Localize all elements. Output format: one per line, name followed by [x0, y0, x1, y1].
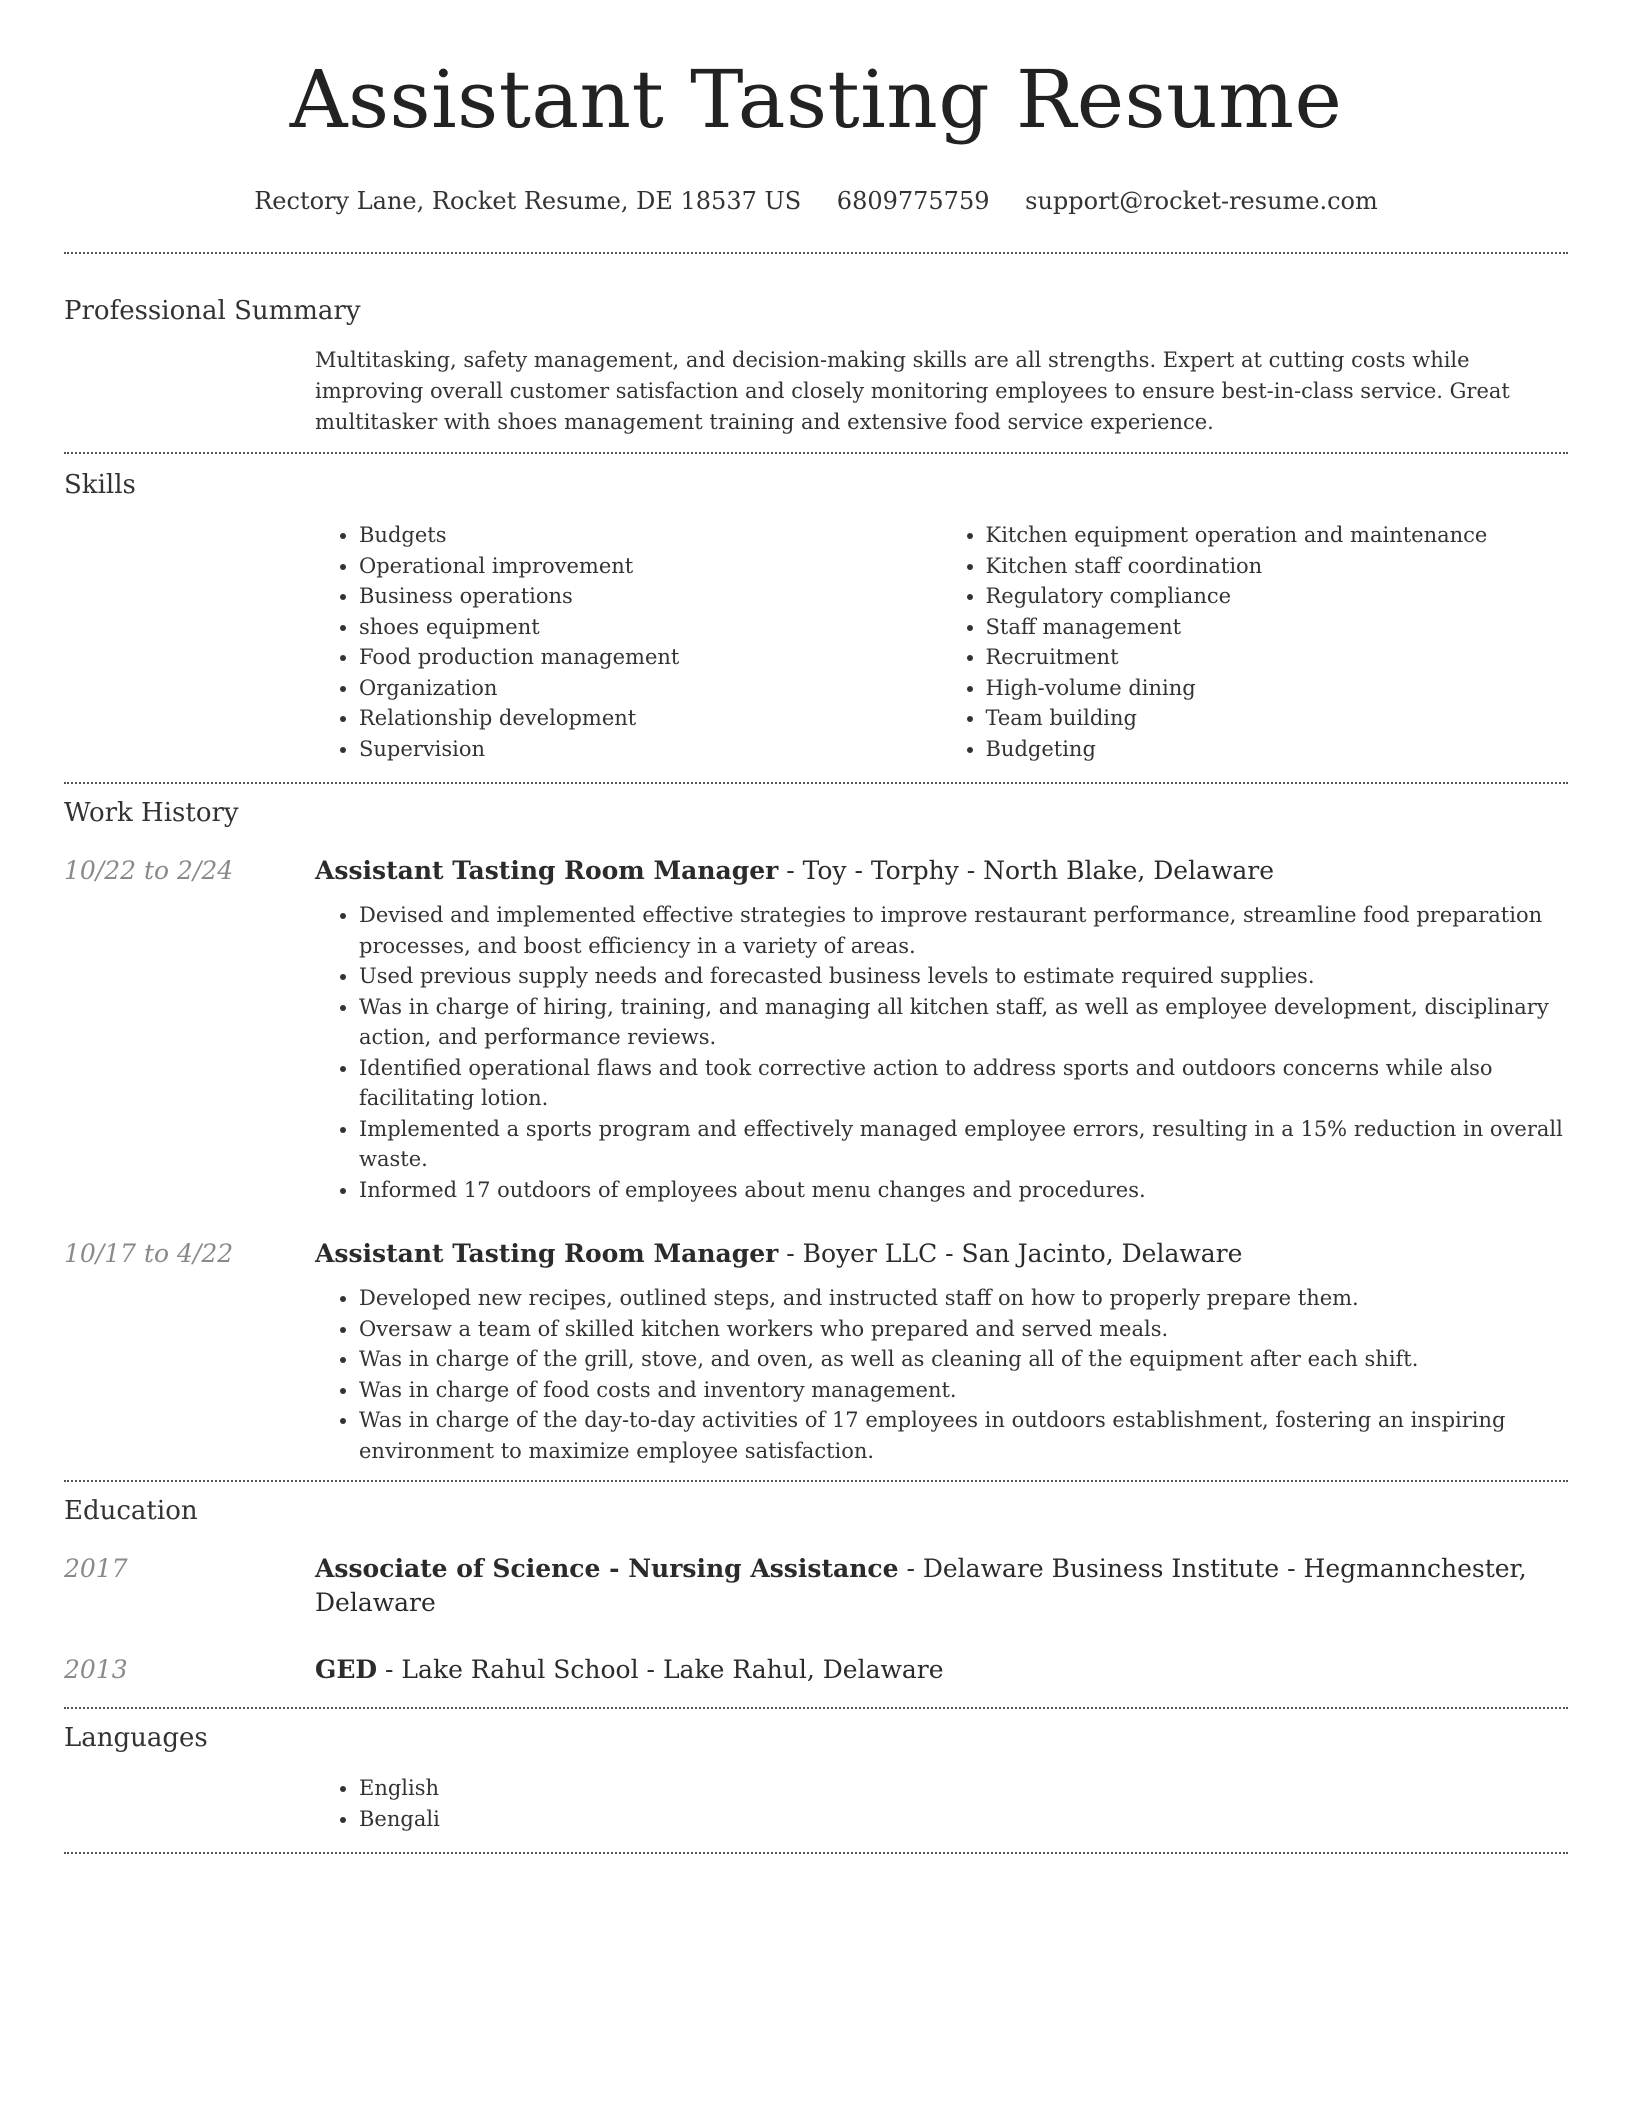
job-dates: 10/22 to 2/24: [64, 856, 234, 885]
job-header: [64, 854, 1568, 888]
language-item: • English: [359, 1773, 1568, 1804]
job-bullet: • Was in charge of food costs and inventory management.: [359, 1375, 1568, 1406]
skill-item: • Budgets: [359, 520, 942, 551]
job-bullet: • Identified operational flaws and took corrective action to address sports and outdoors concerns while also facilitating lotion.: [359, 1053, 1568, 1114]
job-title: [315, 1237, 1568, 1271]
work-heading: Work History: [64, 798, 239, 828]
skill-item: • Business operations: [359, 581, 942, 612]
job-role: Assistant Tasting Room Manager: [315, 1239, 779, 1268]
resume-page: [64, 0, 1568, 1854]
job-bullets: [315, 900, 1568, 1205]
summary-section: [64, 254, 1568, 438]
skill-item: • Organization: [359, 673, 942, 704]
job-header: [64, 1237, 1568, 1271]
work-section: [64, 784, 1568, 1466]
skill-item: • Team building: [986, 703, 1569, 734]
job-title: [315, 854, 1568, 888]
languages-heading: Languages: [64, 1723, 208, 1753]
skill-item: • High-volume dining: [986, 673, 1569, 704]
languages-section: [64, 1709, 1568, 1834]
resume-header: [64, 0, 1568, 216]
education-year: 2017: [64, 1554, 128, 1583]
education-title: [315, 1552, 1568, 1620]
education-degree: GED: [315, 1655, 378, 1684]
summary-heading: Professional Summary: [64, 296, 361, 326]
education-year: 2013: [64, 1655, 128, 1684]
job-dates: 10/17 to 4/22: [64, 1239, 234, 1268]
job-bullet: • Oversaw a team of skilled kitchen workers who prepared and served meals.: [359, 1314, 1568, 1345]
skills-heading: Skills: [64, 470, 136, 500]
skill-item: • Relationship development: [359, 703, 942, 734]
contact-email: support@rocket-resume.com: [1025, 187, 1378, 215]
job-bullet: • Was in charge of the grill, stove, and oven, as well as cleaning all of the equipment after each shift.: [359, 1344, 1568, 1375]
skill-item: • Budgeting: [986, 734, 1569, 765]
education-entry: [64, 1653, 1568, 1687]
contact-address: Rectory Lane, Rocket Resume, DE 18537 US: [254, 187, 802, 215]
skill-item: • Recruitment: [986, 642, 1569, 673]
contact-phone: 6809775759: [836, 187, 990, 215]
education-heading: Education: [64, 1496, 198, 1526]
languages-list: [315, 1773, 1568, 1834]
job-bullet: • Developed new recipes, outlined steps, and instructed staff on how to properly prepare them.: [359, 1283, 1568, 1314]
skills-list-right: [942, 520, 1569, 764]
skill-item: • Operational improvement: [359, 551, 942, 582]
education-entry: [64, 1552, 1568, 1620]
skill-item: • shoes equipment: [359, 612, 942, 643]
summary-text: Multitasking, safety management, and decision-making skills are all strengths. Expert at cutting costs while improving overall customer satisfaction and closely monitoring employees to ensure best-in-class service. Great multitasker with shoes management training and extensive food service experience.: [315, 348, 1510, 434]
skill-item: • Staff management: [986, 612, 1569, 643]
candidate-name: Assistant Tasting Resume: [289, 53, 1343, 146]
job-details: - Boyer LLC - San Jacinto, Delaware: [778, 1239, 1243, 1268]
language-item: • Bengali: [359, 1804, 1568, 1835]
skills-grid: [315, 520, 1568, 764]
education-section: [64, 1482, 1568, 1687]
education-details: - Lake Rahul School - Lake Rahul, Delaware: [377, 1655, 944, 1684]
skill-item: • Supervision: [359, 734, 942, 765]
skill-item: • Kitchen staff coordination: [986, 551, 1569, 582]
skills-list-left: [315, 520, 942, 764]
job-details: - Toy - Torphy - North Blake, Delaware: [778, 856, 1275, 885]
education-title: [315, 1653, 1568, 1687]
skills-section: [64, 454, 1568, 764]
job-role: Assistant Tasting Room Manager: [315, 856, 779, 885]
job-bullet: • Implemented a sports program and effectively managed employee errors, resulting in a 15% reduction in overall waste.: [359, 1114, 1568, 1175]
education-details: - Delaware Business Institute - Hegmannchester, Delaware: [315, 1554, 1527, 1617]
job-bullet: • Devised and implemented effective strategies to improve restaurant performance, streamline food preparation processes, and boost efficiency in a variety of areas.: [359, 900, 1568, 961]
divider: [64, 1852, 1568, 1854]
job-entry: [64, 854, 1568, 1205]
skill-item: • Kitchen equipment operation and maintenance: [986, 520, 1569, 551]
job-bullet: • Used previous supply needs and forecasted business levels to estimate required supplies.: [359, 961, 1568, 992]
job-bullet: • Informed 17 outdoors of employees about menu changes and procedures.: [359, 1175, 1568, 1206]
skill-item: • Regulatory compliance: [986, 581, 1569, 612]
education-degree: Associate of Science - Nursing Assistance: [315, 1554, 899, 1583]
skill-item: • Food production management: [359, 642, 942, 673]
job-bullet: • Was in charge of hiring, training, and managing all kitchen staff, as well as employee development, disciplinary action, and performance reviews.: [359, 992, 1568, 1053]
job-bullet: • Was in charge of the day-to-day activities of 17 employees in outdoors establishment, fostering an inspiring environment to maximize employee satisfaction.: [359, 1405, 1568, 1466]
job-bullets: [315, 1283, 1568, 1466]
job-entry: [64, 1237, 1568, 1466]
contact-line: [64, 186, 1568, 216]
